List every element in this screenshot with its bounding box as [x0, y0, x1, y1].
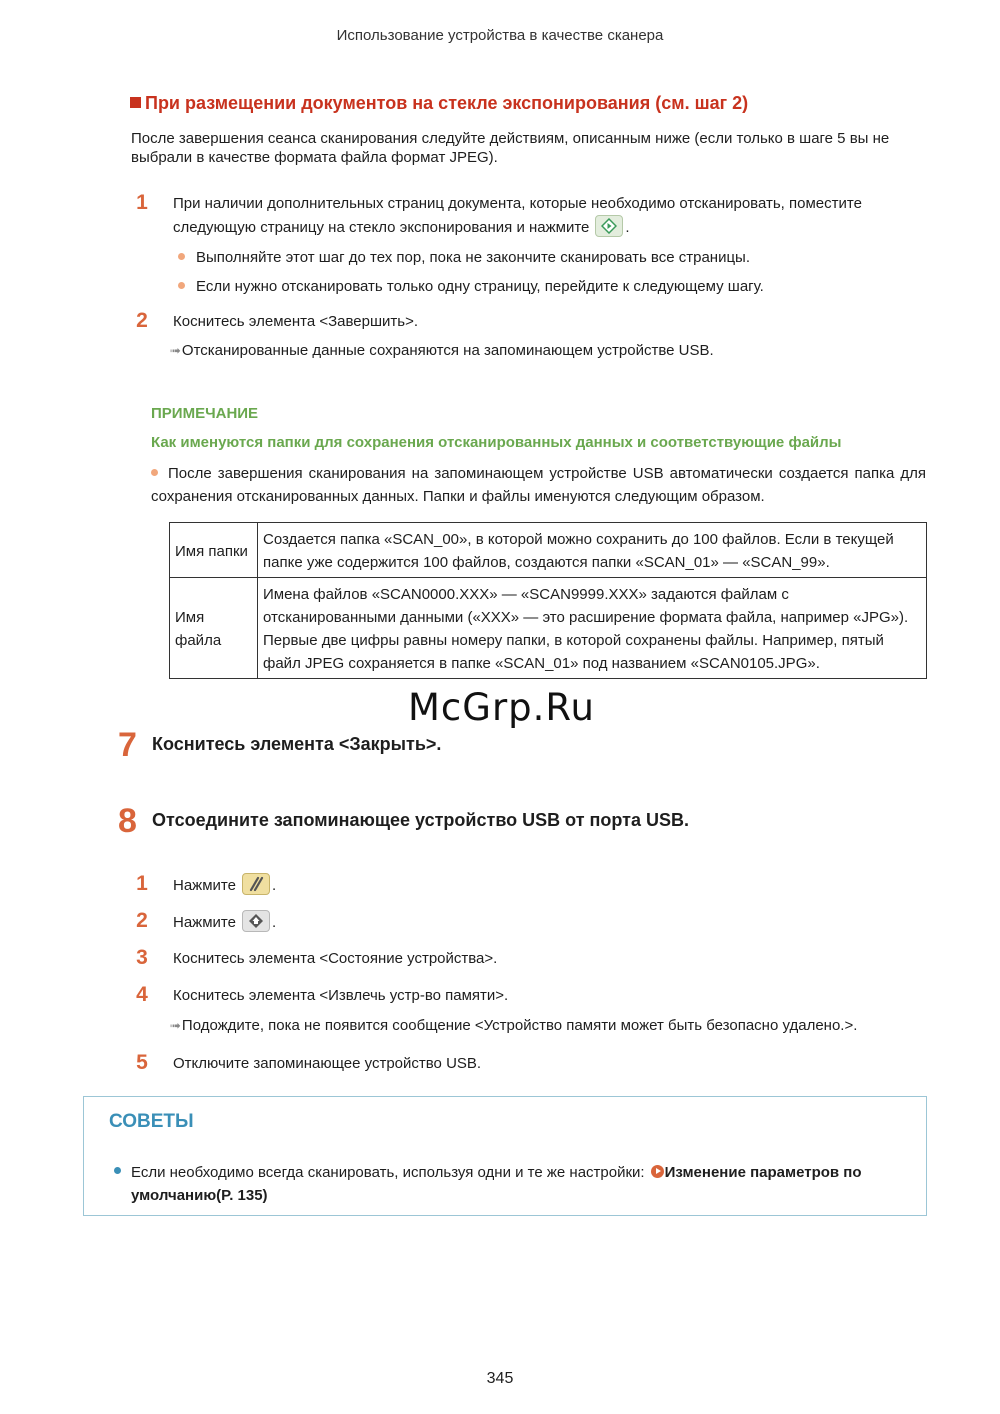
substep-number: 2 — [136, 309, 148, 332]
substep-text-content: Нажмите — [173, 877, 236, 894]
watermark: McGrp.Ru — [408, 686, 595, 729]
table-value: Создается папка «SCAN_00», в которой можно сохранить до 100 файлов. Если в текущей папке уже содержится 100 файлов, создаются папки «SCAN_01» — «SCAN_99». — [258, 523, 927, 578]
result-text: Подождите, пока не появится сообщение <Устройство памяти может быть безопасно удалено.>. — [181, 1017, 858, 1034]
result-text: Отсканированные данные сохраняются на запоминающем устройстве USB. — [181, 342, 714, 359]
substep-number: 1 — [136, 872, 148, 895]
substep-text-content: Нажмите — [173, 914, 236, 931]
tips-body — [131, 1161, 911, 1207]
substep-text — [173, 873, 933, 897]
note-body-text: После завершения сканирования на запоминающем устройстве USB автоматически создается папка для сохранения отсканированных данных. Папки и файлы именуются следующим образом. — [151, 465, 926, 505]
bullet-item — [178, 278, 764, 295]
naming-table — [169, 522, 927, 679]
bullet-dot-icon — [178, 253, 185, 260]
bullet-text: Выполняйте этот шаг до тех пор, пока не закончите сканировать все страницы. — [196, 249, 751, 266]
bullet-dot-icon — [114, 1167, 121, 1174]
home-key-icon — [242, 910, 270, 932]
substep-text: Коснитесь элемента <Состояние устройства>. — [173, 950, 498, 967]
substep-number: 1 — [136, 191, 148, 214]
table-row — [170, 523, 927, 578]
step-text: Коснитесь элемента <Закрыть>. — [152, 734, 442, 754]
step-number: 8 — [118, 802, 137, 840]
note-body — [151, 462, 926, 508]
substep-number: 5 — [136, 1051, 148, 1074]
page-header: Использование устройства в качестве сканера — [336, 27, 664, 44]
bullet-dot-icon — [151, 469, 158, 476]
substep-text: Отключите запоминающее устройство USB. — [173, 1055, 482, 1072]
substep-number: 2 — [136, 909, 148, 932]
bullet-text: Если нужно отсканировать только одну страницу, перейдите к следующему шагу. — [196, 278, 764, 295]
substep-text-content: При наличии дополнительных страниц документа, которые необходимо отсканировать, поместите следующую страницу на стекло экспонирования и нажмите — [173, 195, 862, 236]
intro-paragraph: После завершения сеанса сканирования следуйте действиям, описанным ниже (если только в шаге 5 вы не выбрали в качестве формата файла формат JPEG). — [131, 130, 890, 166]
square-bullet-icon — [130, 97, 141, 108]
tips-link[interactable]: Изменение параметров по умолчанию(P. 135) — [131, 1164, 862, 1204]
page-number: 345 — [486, 1370, 514, 1387]
result-arrow-icon: ➟ — [170, 1018, 179, 1033]
tips-text: Если необходимо всегда сканировать, используя одни и те же настройки: — [131, 1164, 645, 1181]
result-line — [170, 1017, 857, 1034]
table-key: Имя папки — [170, 523, 258, 578]
result-line — [170, 342, 714, 359]
period: . — [625, 219, 630, 236]
bullet-dot-icon — [178, 282, 185, 289]
step-text: Отсоедините запоминающее устройство USB от порта USB. — [152, 810, 689, 830]
substep-number: 3 — [136, 946, 148, 969]
substep-text: Коснитесь элемента <Завершить>. — [173, 313, 419, 330]
period: . — [271, 877, 277, 894]
substep-text — [173, 910, 933, 934]
table-row — [170, 578, 927, 679]
result-arrow-icon: ➟ — [170, 343, 179, 358]
start-key-icon — [595, 215, 623, 237]
substep-text — [173, 192, 933, 239]
tips-title: СОВЕТЫ — [109, 1111, 194, 1132]
table-value: Имена файлов «SCAN0000.XXX» — «SCAN9999.XXX» задаются файлам с отсканированными данными («XXX» — это расширение формата файла, например «JPG»). Первые две цифры равны номеру папки, в которой сохранены файлы. Например, пятый файл JPEG сохраняется в папке «SCAN_01» под названием «SCAN0105.JPG». — [258, 578, 927, 679]
table-key: Имя файла — [170, 578, 258, 679]
substep-number: 4 — [136, 983, 148, 1006]
section-title — [130, 93, 748, 114]
reset-key-icon — [242, 873, 270, 895]
bullet-item — [178, 249, 750, 266]
step-number: 7 — [118, 726, 137, 764]
note-title: ПРИМЕЧАНИЕ — [151, 405, 259, 422]
section-title-text: При размещении документов на стекле экспонирования (см. шаг 2) — [145, 93, 749, 113]
substep-text: Коснитесь элемента <Извлечь устр-во памяти>. — [173, 987, 509, 1004]
link-arrow-icon — [651, 1165, 664, 1178]
period: . — [271, 914, 277, 931]
note-subtitle: Как именуются папки для сохранения отсканированных данных и соответствующие файлы — [151, 434, 842, 451]
